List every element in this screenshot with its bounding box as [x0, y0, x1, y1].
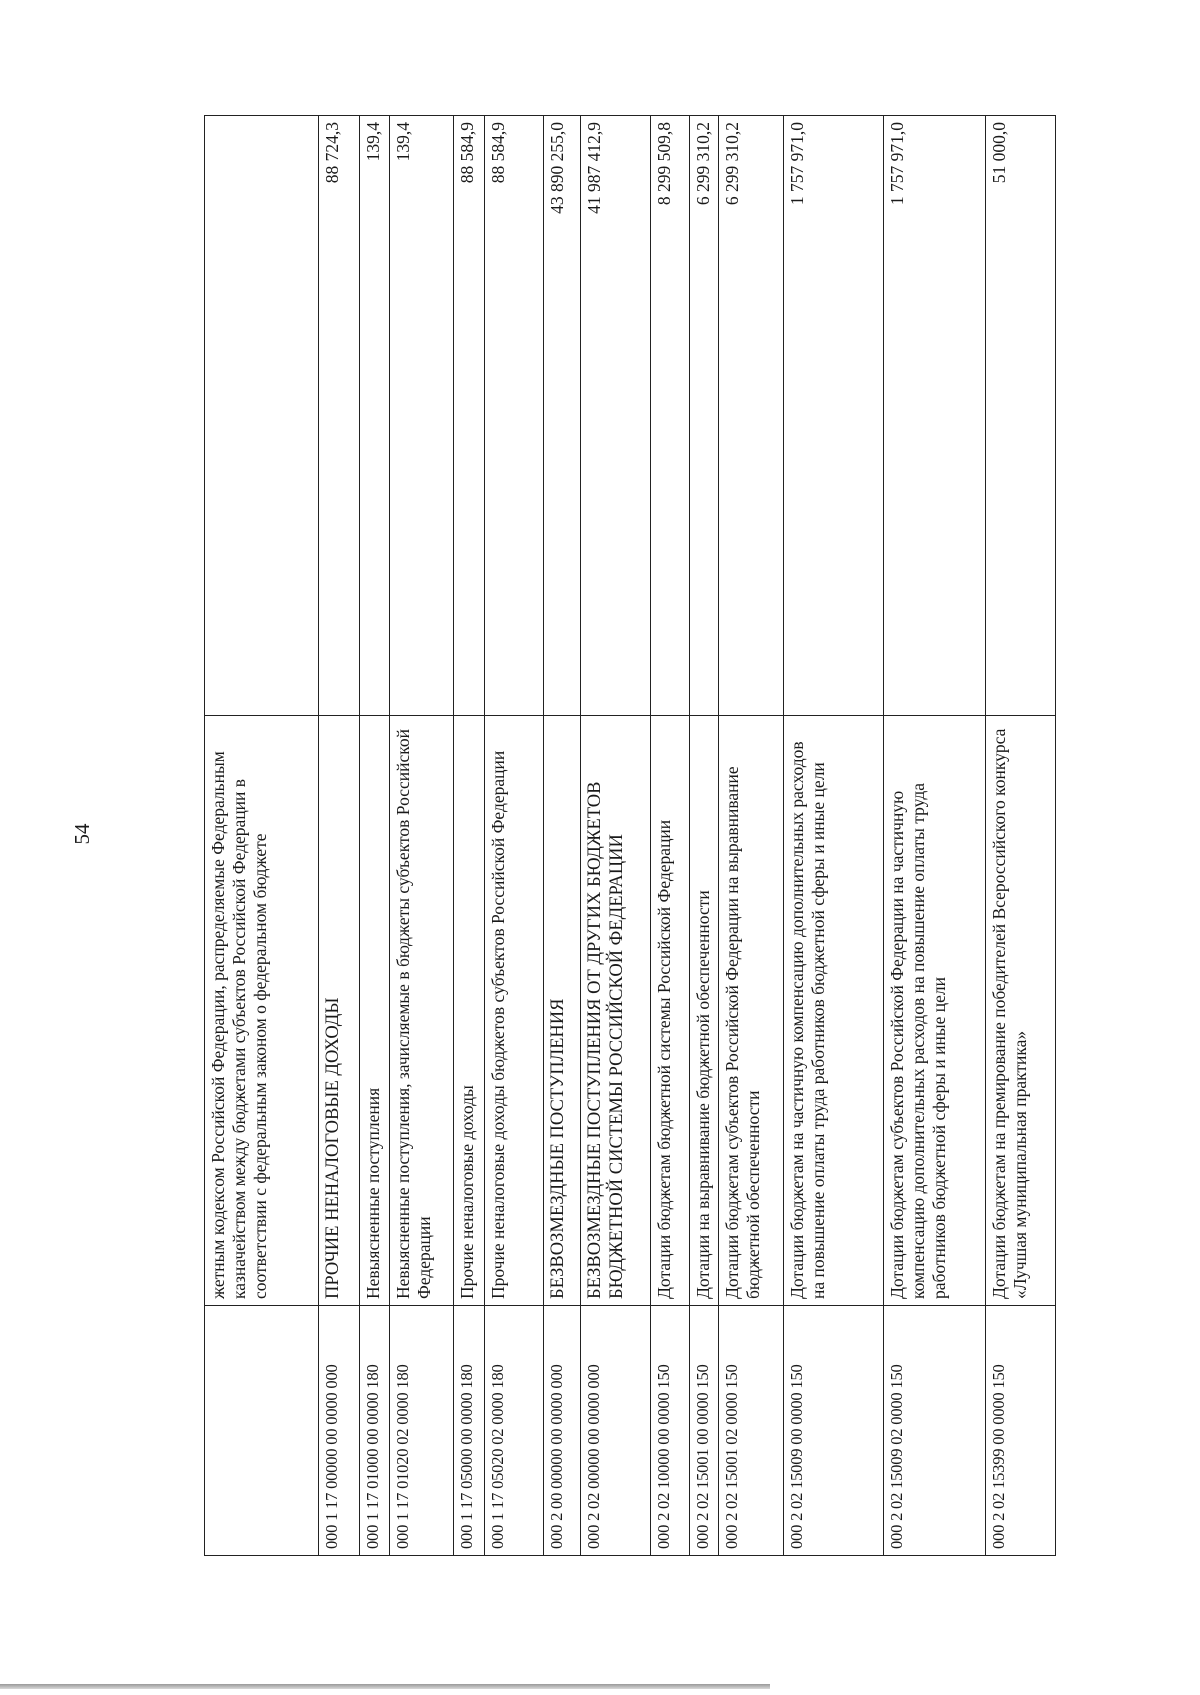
page-number: 54 — [70, 823, 94, 845]
income-amount-cell: 1 757 971,0 — [784, 116, 884, 716]
income-amount-cell: 6 299 310,2 — [719, 116, 784, 716]
income-name-cell: БЕЗВОЗМЕЗДНЫЕ ПОСТУПЛЕНИЯ — [544, 716, 581, 1306]
income-code-cell: 000 1 17 00000 00 0000 000 — [319, 1306, 360, 1556]
income-code-cell: 000 2 02 00000 00 0000 000 — [581, 1306, 651, 1556]
income-amount-cell: 51 000,0 — [986, 116, 1056, 716]
table-row — [485, 116, 544, 1556]
table-row — [454, 116, 485, 1556]
income-code-cell: 000 1 17 05000 00 0000 180 — [454, 1306, 485, 1556]
income-code-cell: 000 1 17 05020 02 0000 180 — [485, 1306, 544, 1556]
table-row — [360, 116, 390, 1556]
income-code-cell: 000 2 00 00000 00 0000 000 — [544, 1306, 581, 1556]
table-row — [651, 116, 690, 1556]
table-row — [390, 116, 454, 1556]
income-name-cell: Прочие неналоговые доходы бюджетов субъектов Российской Федерации — [485, 716, 544, 1306]
income-code-cell: 000 1 17 01000 00 0000 180 — [360, 1306, 390, 1556]
income-code-cell: 000 2 02 15001 00 0000 150 — [690, 1306, 719, 1556]
income-amount-cell: 43 890 255,0 — [544, 116, 581, 716]
table-row — [784, 116, 884, 1556]
income-name-cell: Невыясненные поступления, зачисляемые в бюджеты субъектов Российской Федерации — [390, 716, 454, 1306]
table-row — [205, 116, 319, 1556]
income-amount-cell: 8 299 509,8 — [651, 116, 690, 716]
income-code-cell — [205, 1306, 319, 1556]
income-name-cell: Дотации бюджетам субъектов Российской Федерации на выравнивание бюджетной обеспеченности — [719, 716, 784, 1306]
table-row — [719, 116, 784, 1556]
table-row — [884, 116, 986, 1556]
income-amount-cell: 139,4 — [390, 116, 454, 716]
table-row — [544, 116, 581, 1556]
table-row — [690, 116, 719, 1556]
budget-table-container — [204, 116, 1074, 1556]
income-code-cell: 000 1 17 01020 02 0000 180 — [390, 1306, 454, 1556]
income-name-cell: жетным кодексом Российской Федерации, распределяемые Федеральным казначейством между бюджетами субъектов Российской Федерации в соответствии с федеральным законом о федеральном бюджете — [205, 716, 319, 1306]
income-code-cell: 000 2 02 15001 02 0000 150 — [719, 1306, 784, 1556]
table-row — [986, 116, 1056, 1556]
income-name-cell: Прочие неналоговые доходы — [454, 716, 485, 1306]
budget-income-table — [204, 115, 1056, 1556]
income-amount-cell: 88 724,3 — [319, 116, 360, 716]
income-name-cell: Невыясненные поступления — [360, 716, 390, 1306]
income-amount-cell: 1 757 971,0 — [884, 116, 986, 716]
income-amount-cell: 88 584,9 — [485, 116, 544, 716]
income-name-cell: Дотации бюджетам субъектов Российской Федерации на частичную компенсацию дополнительных расходов на повышение оплаты труда работников бюджетной сферы и иные цели — [884, 716, 986, 1306]
income-name-cell: Дотации бюджетам на частичную компенсацию дополнительных расходов на повышение оплаты труда работников бюджетной сферы и иные цели — [784, 716, 884, 1306]
income-name-cell: Дотации бюджетам бюджетной системы Российской Федерации — [651, 716, 690, 1306]
table-row — [581, 116, 651, 1556]
income-name-cell: Дотации на выравнивание бюджетной обеспеченности — [690, 716, 719, 1306]
income-code-cell: 000 2 02 15009 00 0000 150 — [784, 1306, 884, 1556]
income-amount-cell — [205, 116, 319, 716]
income-name-cell: Дотации бюджетам на премирование победителей Всероссийского конкурса «Лучшая муниципальная практика» — [986, 716, 1056, 1306]
income-code-cell: 000 2 02 15009 02 0000 150 — [884, 1306, 986, 1556]
income-amount-cell: 139,4 — [360, 116, 390, 716]
income-code-cell: 000 2 02 10000 00 0000 150 — [651, 1306, 690, 1556]
income-amount-cell: 88 584,9 — [454, 116, 485, 716]
scan-bottom-edge — [0, 1684, 770, 1689]
income-name-cell: ПРОЧИЕ НЕНАЛОГОВЫЕ ДОХОДЫ — [319, 716, 360, 1306]
income-amount-cell: 41 987 412,9 — [581, 116, 651, 716]
table-row — [319, 116, 360, 1556]
income-amount-cell: 6 299 310,2 — [690, 116, 719, 716]
income-code-cell: 000 2 02 15399 00 0000 150 — [986, 1306, 1056, 1556]
income-name-cell: БЕЗВОЗМЕЗДНЫЕ ПОСТУПЛЕНИЯ ОТ ДРУГИХ БЮДЖЕТОВ БЮДЖЕТНОЙ СИСТЕМЫ РОССИЙСКОЙ ФЕДЕРАЦИИ — [581, 716, 651, 1306]
